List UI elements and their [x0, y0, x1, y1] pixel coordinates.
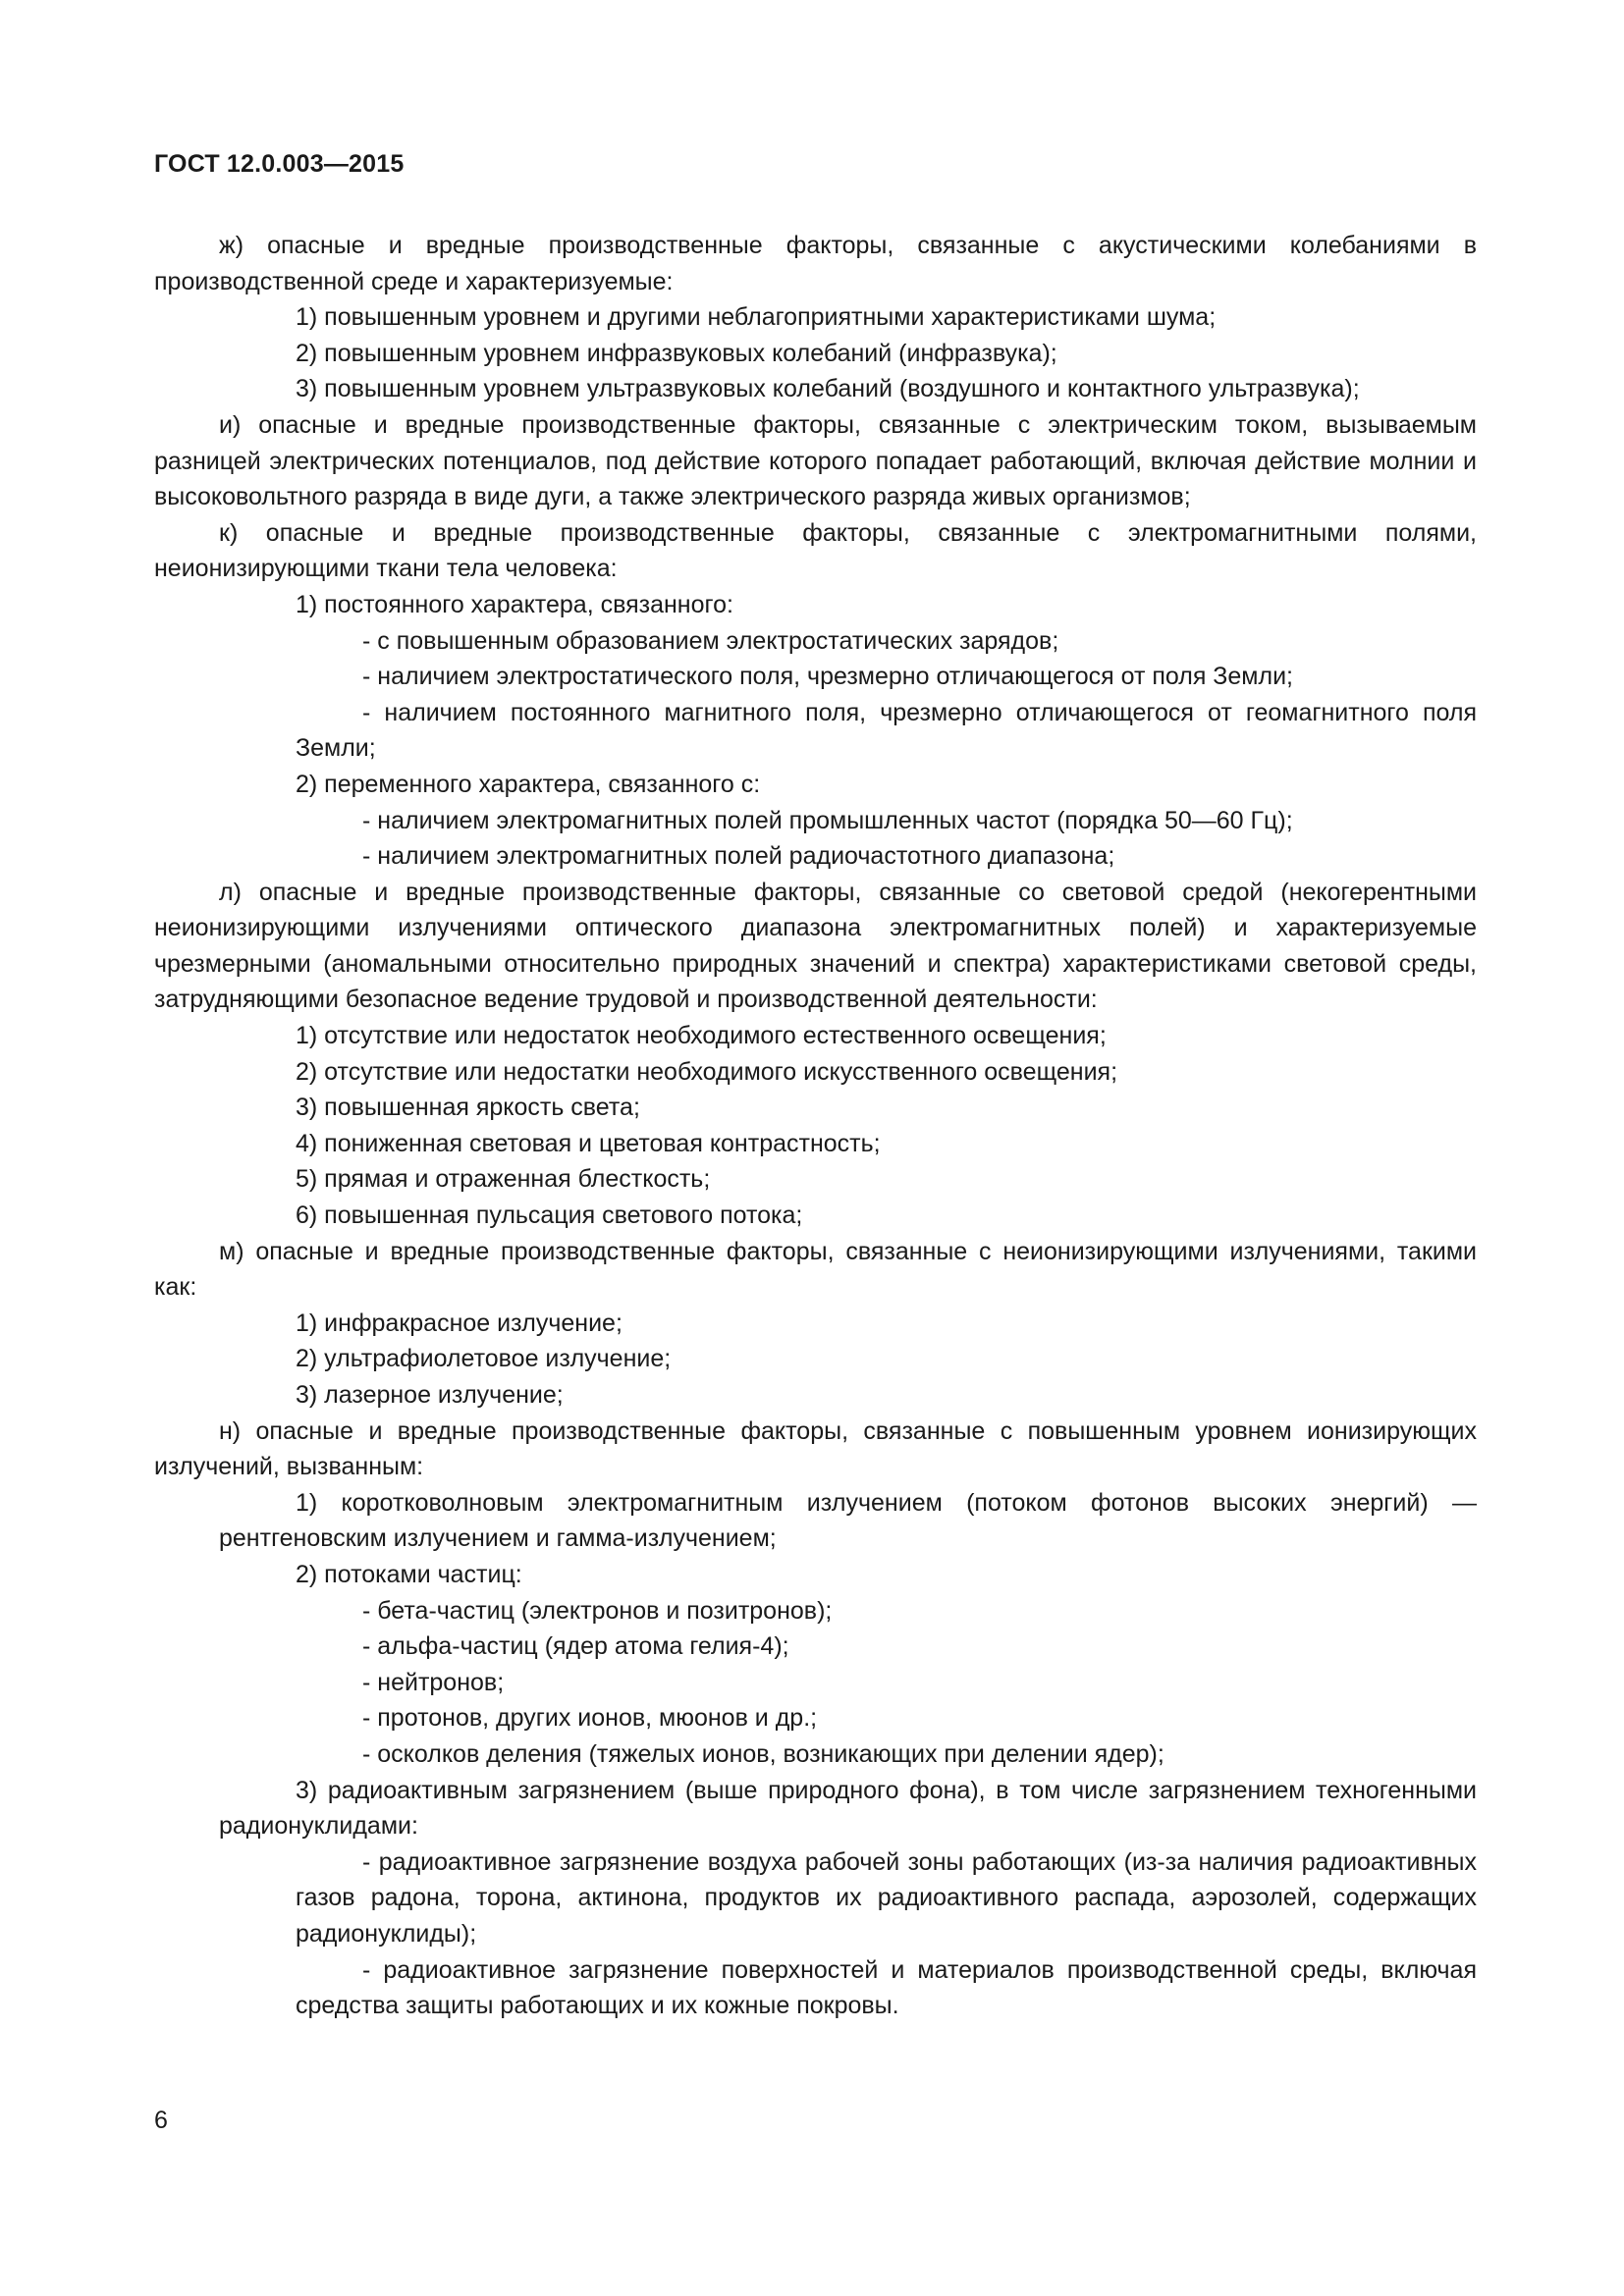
page-number: 6 [154, 2107, 168, 2134]
list-item: 1) повышенным уровнем и другими неблагоприятными характеристиками шума; [296, 303, 1217, 332]
list-item: 2) потоками частиц: [296, 1560, 522, 1588]
list-item: 5) прямая и отраженная блесткость; [296, 1165, 711, 1194]
list-item: 3) повышенным уровнем ультразвуковых колебаний (воздушного и контактного ультразвука); [296, 375, 1360, 403]
document-body [154, 228, 1477, 2024]
list-item: 2) ультрафиолетовое излучение; [296, 1345, 672, 1373]
list-item: 3) повышенная яркость света; [296, 1094, 640, 1122]
list-item: 2) переменного характера, связанного с: [296, 770, 761, 798]
list-item: - нейтронов; [362, 1668, 505, 1696]
list-item: 3) радиоактивным загрязнением (выше природного фона), в том числе загрязнением техногенными радионуклидами: [219, 1776, 1477, 1841]
list-item: - бета-частиц (электронов и позитронов); [362, 1596, 833, 1625]
list-item: - наличием электростатического поля, чрезмерно отличающегося от поля Земли; [362, 663, 1293, 691]
paragraph: к) опасные и вредные производственные факторы, связанные с электромагнитными полями, неионизирующими ткани тела человека: [154, 518, 1477, 583]
list-item: - радиоактивное загрязнение поверхностей и материалов производственной среды, включая средства защиты работающих и их кожные покровы. [296, 1955, 1477, 2020]
paragraph: и) опасные и вредные производственные факторы, связанные с электрическим током, вызываемым разницей электрических потенциалов, под действие которого попадает работающий, включая действие молнии и высоковольтного разряда в виде дуги, а также электрического разряда живых организмов; [154, 410, 1477, 511]
list-item: 1) отсутствие или недостаток необходимого естественного освещения; [296, 1022, 1107, 1050]
list-item: 6) повышенная пульсация светового потока; [296, 1201, 803, 1230]
list-item: 3) лазерное излучение; [296, 1381, 564, 1409]
list-item: - радиоактивное загрязнение воздуха рабочей зоны работающих (из-за наличия радиоактивных газов радона, торона, актинона, продуктов их радиоактивного распада, аэрозолей, содержащих радионуклиды); [296, 1847, 1477, 1948]
list-item: 1) постоянного характера, связанного: [296, 590, 733, 618]
list-item: - протонов, других ионов, мюонов и др.; [362, 1704, 818, 1733]
paragraph: ж) опасные и вредные производственные факторы, связанные с акустическими колебаниями в производственной среде и характеризуемые: [154, 232, 1477, 295]
document-header: ГОСТ 12.0.003—2015 [154, 150, 405, 178]
list-item: - альфа-частиц (ядер атома гелия-4); [362, 1632, 789, 1661]
list-item: 1) коротковолновым электромагнитным излучением (потоком фотонов высоких энергий) — рентгеновским излучением и гамма-излучением; [219, 1488, 1477, 1553]
paragraph: л) опасные и вредные производственные факторы, связанные со световой средой (некогерентными неионизирующими излучениями оптического диапазона электромагнитных полей) и характеризуемые чрезмерными (аномальными относительно природных значений и спектра) характеристиками световой среды, затрудняющими безопасное ведение трудовой и производственной деятельности: [154, 878, 1477, 1014]
list-item: - наличием электромагнитных полей промышленных частот (порядка 50—60 Гц); [362, 806, 1293, 834]
paragraph: н) опасные и вредные производственные факторы, связанные с повышенным уровнем ионизирующих излучений, вызванным: [154, 1416, 1477, 1481]
list-item: 4) пониженная световая и цветовая контрастность; [296, 1129, 881, 1157]
list-item: 2) повышенным уровнем инфразвуковых колебаний (инфразвука); [296, 339, 1057, 367]
paragraph: м) опасные и вредные производственные факторы, связанные с неионизирующими излучениями, такими как: [154, 1237, 1477, 1302]
list-item: 1) инфракрасное излучение; [296, 1308, 623, 1337]
list-item: 2) отсутствие или недостатки необходимого искусственного освещения; [296, 1057, 1118, 1086]
list-item: - наличием электромагнитных полей радиочастотного диапазона; [362, 842, 1115, 871]
list-item: - наличием постоянного магнитного поля, чрезмерно отличающегося от геомагнитного поля Земли; [296, 698, 1477, 763]
list-item: - осколков деления (тяжелых ионов, возникающих при делении ядер); [362, 1739, 1164, 1768]
list-item: - с повышенным образованием электростатических зарядов; [362, 626, 1059, 655]
